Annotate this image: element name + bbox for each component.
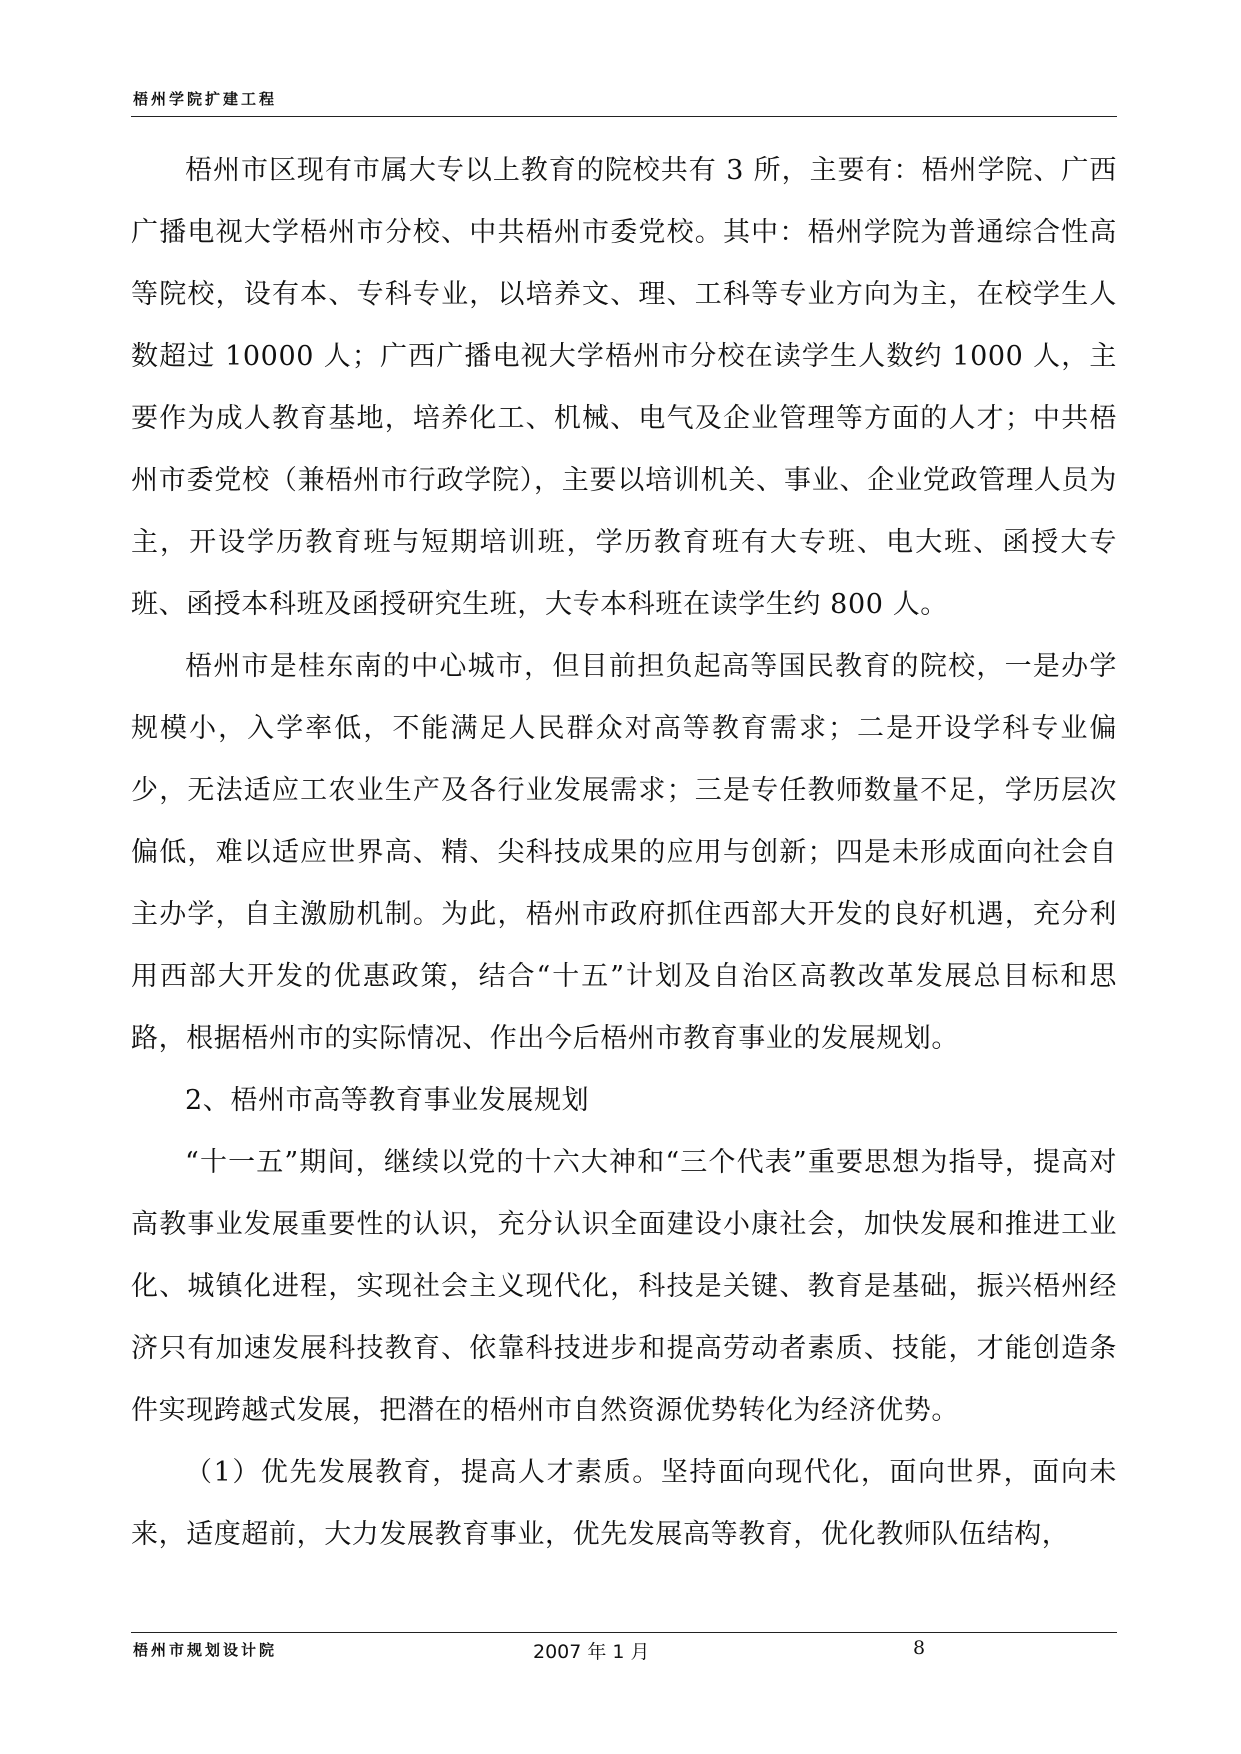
paragraph-existing-colleges: 梧州市区现有市属大专以上教育的院校共有 3 所，主要有：梧州学院、广西广播电视大学梧州市分校、中共梧州市委党校。其中：梧州学院为普通综合性高等院校，设有本、专科专业，以培养文、理、工科等专业方向为主，在校学生人数超过 10000 人；广西广播电视大学梧州市分校在读学生人数约 1000 人，主要作为成人教育基地，培养化工、机械、电气及企业管理等方面的人才；中共梧州市委党校（兼梧州市行政学院），主要以培训机关、事业、企业党政管理人员为主，开设学历教育班与短期培训班，学历教育班有大专班、电大班、函授大专班、函授本科班及函授研究生班，大专本科班在读学生约 800 人。 xyxy=(131,155,1117,620)
header-title: 梧州学院扩建工程 xyxy=(133,90,278,108)
section-heading: 2、梧州市高等教育事业发展规划 xyxy=(185,1085,590,1116)
paragraph-problems: 梧州市是桂东南的中心城市，但目前担负起高等国民教育的院校，一是办学规模小，入学率低，不能满足人民群众对高等教育需求；二是开设学科专业偏少，无法适应工农业生产及各行业发展需求；三是专任教师数量不足，学历层次偏低，难以适应世界高、精、尖科技成果的应用与创新；四是未形成面向社会自主办学，自主激励机制。为此，梧州市政府抓住西部大开发的良好机遇，充分利用西部大开发的优惠政策，结合“十五”计划及自治区高教改革发展总目标和思路，根据梧州市的实际情况、作出今后梧州市教育事业的发展规划。 xyxy=(131,651,1117,1054)
page-header xyxy=(131,86,1117,117)
footer-date: 2007 年 1 月 xyxy=(533,1641,650,1663)
paragraph-priority-education: （1）优先发展教育，提高人才素质。坚持面向现代化，面向世界，面向未来，适度超前，大力发展教育事业，优先发展高等教育，优化教师队伍结构， xyxy=(131,1457,1117,1550)
paragraph-guidance: “十一五”期间，继续以党的十六大神和“三个代表”重要思想为指导，提高对高教事业发展重要性的认识，充分认识全面建设小康社会，加快发展和推进工业化、城镇化进程，实现社会主义现代化，科技是关键、教育是基础，振兴梧州经济只有加速发展科技教育、依靠科技进步和提高劳动者素质、技能，才能创造条件实现跨越式发展，把潜在的梧州市自然资源优势转化为经济优势。 xyxy=(131,1147,1117,1426)
page-footer xyxy=(131,1632,1117,1673)
page-number: 8 xyxy=(913,1637,926,1659)
footer-organization: 梧州市规划设计院 xyxy=(133,1641,278,1659)
document-body xyxy=(131,140,1117,1566)
